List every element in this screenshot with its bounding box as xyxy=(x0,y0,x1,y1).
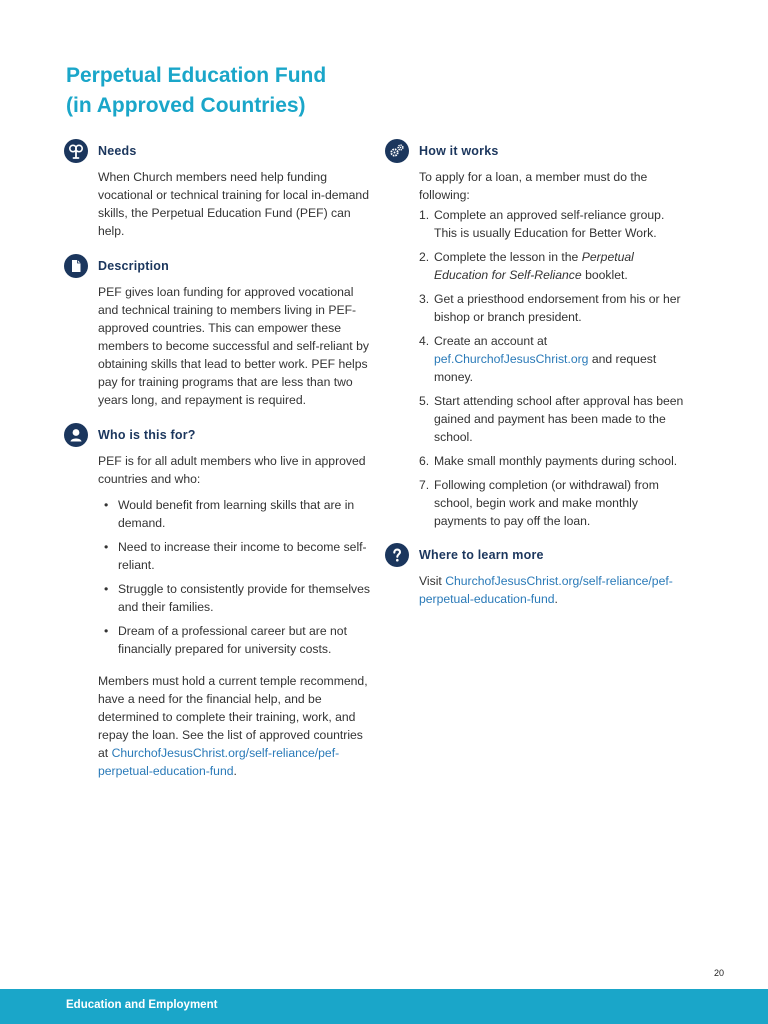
list-item xyxy=(419,290,685,326)
pef-countries-link[interactable]: ChurchofJesusChrist.org/self-reliance/pef-perpetual-education-fund xyxy=(98,746,340,778)
step-number: 4. xyxy=(419,334,430,348)
needs-header xyxy=(64,138,374,166)
learn-heading: Where to learn more xyxy=(419,548,544,562)
learn-text-pre: Visit xyxy=(419,574,446,588)
how-heading: How it works xyxy=(419,144,499,158)
step-text-post: and request money. xyxy=(434,352,657,384)
footer-label: Education and Employment xyxy=(66,999,218,1011)
needs-text: When Church members need help funding vocational or technical training for local in-demand skills, the Perpetual Education Fund (PEF) can help. xyxy=(98,170,369,238)
page-title xyxy=(66,61,426,121)
description-header xyxy=(64,253,374,281)
step-text: Following completion (or withdrawal) from school, begin work and make monthly payments to pay off the loan. xyxy=(434,478,659,528)
page-title-line-2: (in Approved Countries) xyxy=(66,94,306,117)
person-icon xyxy=(64,423,88,447)
list-item xyxy=(419,476,685,530)
how-body xyxy=(419,168,685,530)
who-heading: Who is this for? xyxy=(98,428,196,442)
how-header xyxy=(385,138,685,166)
how-steps-list xyxy=(419,206,685,530)
description-body xyxy=(98,283,374,409)
step-text-emphasis: Perpetual Education for Self-Reliance xyxy=(434,250,634,282)
who-closing-end: . xyxy=(233,764,237,778)
left-column xyxy=(64,138,374,780)
tree-icon xyxy=(64,139,88,163)
step-text: Get a priesthood endorsement from his or her bishop or branch president. xyxy=(434,292,681,324)
needs-section xyxy=(64,138,374,240)
footer-bar xyxy=(0,989,768,1024)
learn-body xyxy=(419,572,685,608)
question-icon xyxy=(385,543,409,567)
list-item xyxy=(419,332,685,386)
step-number: 5. xyxy=(419,394,430,408)
list-item xyxy=(419,248,685,284)
how-intro: To apply for a loan, a member must do the following: xyxy=(419,170,648,202)
who-body xyxy=(98,452,374,780)
who-closing-text: Members must hold a current temple recommend, have a need for the financial help, and be determined to complete their training, work, and repay the loan. See the list of approved countries at xyxy=(98,674,368,760)
who-closing xyxy=(98,672,374,780)
step-number: 3. xyxy=(419,292,430,306)
learn-text xyxy=(419,572,685,608)
step-text-pre: Create an account at xyxy=(434,334,548,348)
step-text-post: booklet. xyxy=(581,268,628,282)
gears-icon xyxy=(385,139,409,163)
step-number: 2. xyxy=(419,250,430,264)
list-item: • Need to increase their income to become self-reliant. xyxy=(98,538,374,574)
page-number: 20 xyxy=(713,968,724,978)
list-item xyxy=(419,392,685,446)
learn-section xyxy=(385,542,685,608)
learn-text-post: . xyxy=(554,592,558,606)
description-heading: Description xyxy=(98,259,169,273)
list-item: • Struggle to consistently provide for themselves and their families. xyxy=(98,580,374,616)
right-column xyxy=(385,138,685,608)
list-item xyxy=(419,206,685,242)
page-title-line-1: Perpetual Education Fund xyxy=(66,64,327,87)
who-bullet-list xyxy=(98,496,374,658)
step-text: Start attending school after approval has been gained and payment has been made to the school. xyxy=(434,394,684,444)
learn-header xyxy=(385,542,685,570)
list-item: • Would benefit from learning skills that are in demand. xyxy=(98,496,374,532)
step-number: 6. xyxy=(419,454,430,468)
step-number: 1. xyxy=(419,208,430,222)
needs-body xyxy=(98,168,374,240)
step-number: 7. xyxy=(419,478,430,492)
who-header xyxy=(64,422,374,450)
document-icon xyxy=(64,254,88,278)
who-section xyxy=(64,422,374,780)
list-item: • Dream of a professional career but are not financially prepared for university costs. xyxy=(98,622,374,658)
pef-account-link[interactable]: pef.ChurchofJesusChrist.org xyxy=(434,352,589,366)
pef-info-link[interactable]: ChurchofJesusChrist.org/self-reliance/pef-perpetual-education-fund xyxy=(419,574,673,606)
list-item xyxy=(419,452,685,470)
who-intro: PEF is for all adult members who live in approved countries and who: xyxy=(98,454,366,486)
step-text: Make small monthly payments during school. xyxy=(434,454,678,468)
description-section xyxy=(64,253,374,409)
needs-heading: Needs xyxy=(98,144,137,158)
step-text-pre: Complete the lesson in the xyxy=(434,250,582,264)
step-text: Complete an approved self-reliance group. This is usually Education for Better Work. xyxy=(434,208,665,240)
how-section xyxy=(385,138,685,530)
description-text: PEF gives loan funding for approved vocational and technical training to members living in PEF-approved countries. This can empower these members to become successful and self-reliant by obtaining skills that lead to better work. PEF helps pay for training programs that are less than two years long, and repayment is required. xyxy=(98,285,369,407)
